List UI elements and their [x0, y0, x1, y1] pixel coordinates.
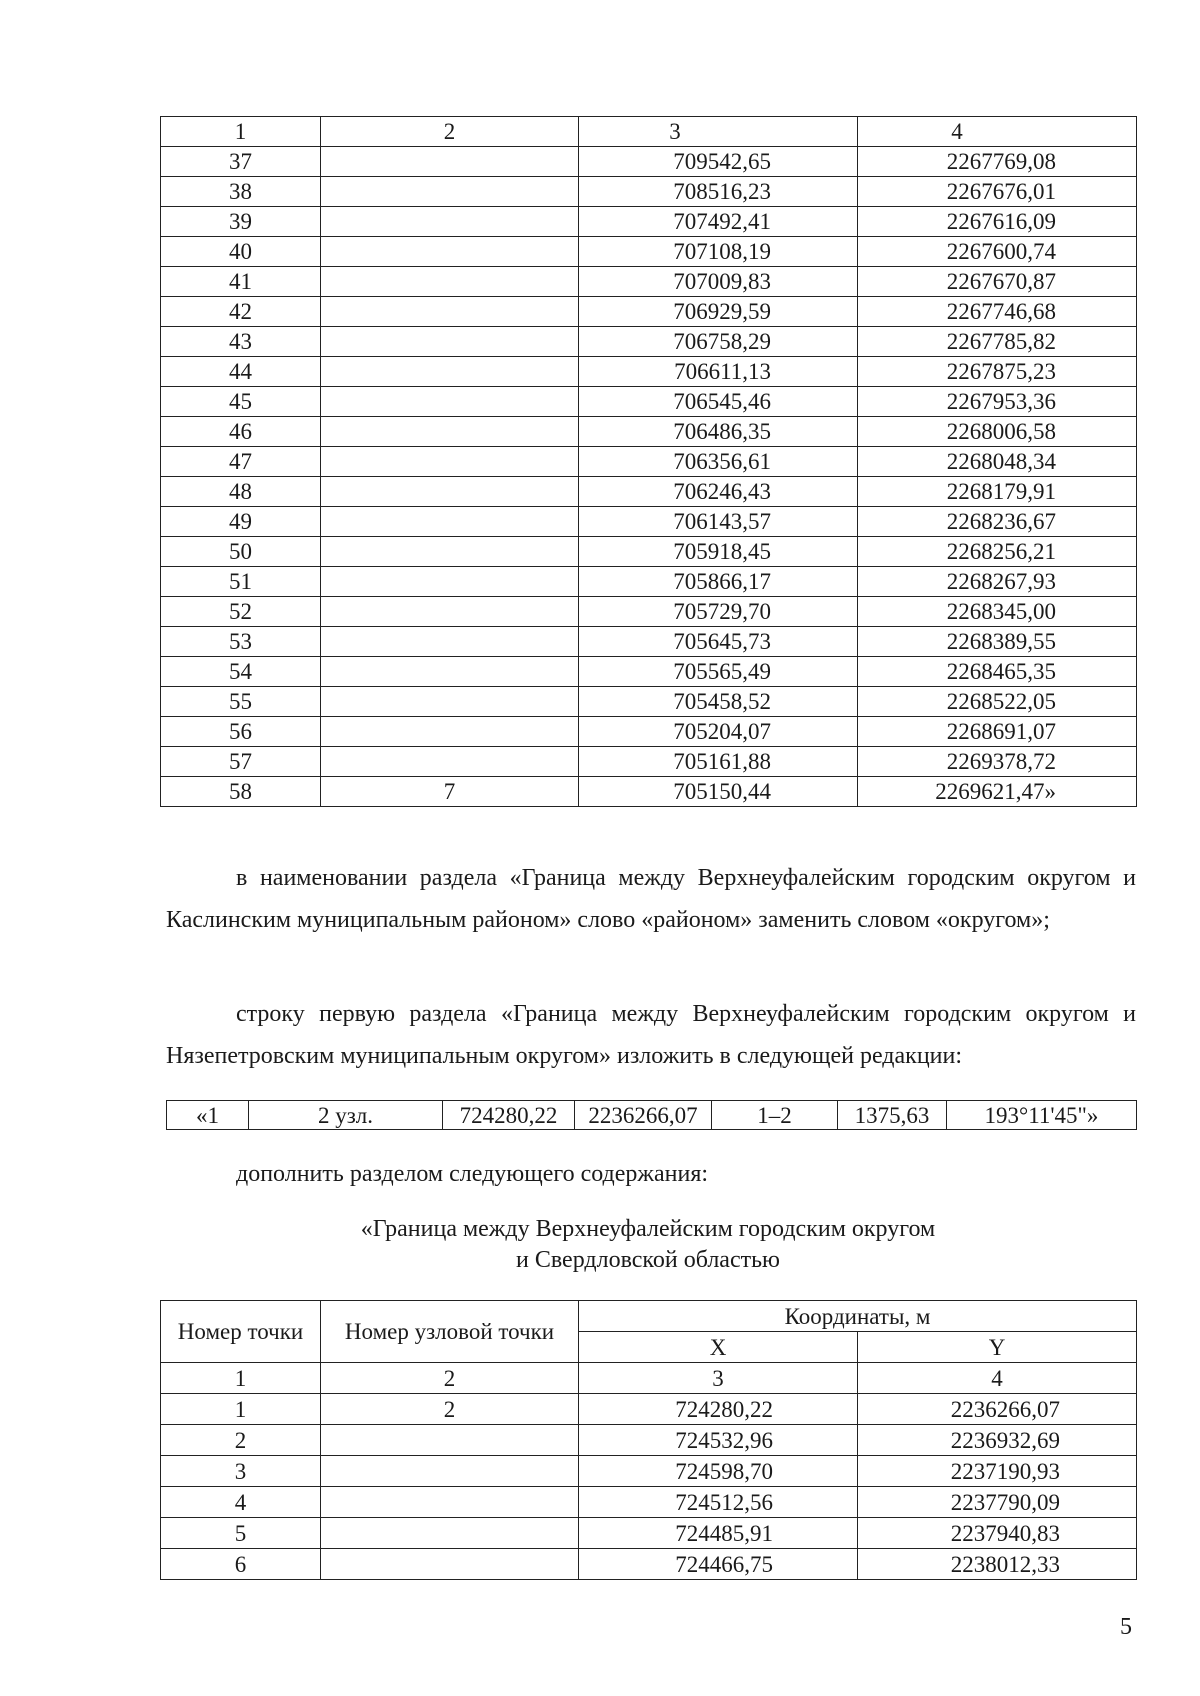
node-point-cell [321, 387, 579, 417]
amendment-paragraph-1 [166, 857, 1136, 941]
y-coordinate-cell: 2267785,82 [858, 327, 1137, 357]
point-number-cell: 52 [161, 597, 321, 627]
table-row [161, 177, 1137, 207]
table-row [161, 267, 1137, 297]
header-node-point-number: Номер узловой точки [321, 1301, 579, 1363]
x-coordinate-cell: 706246,43 [579, 477, 858, 507]
section-title [160, 1214, 1136, 1276]
x-coordinate-cell: 705458,52 [579, 687, 858, 717]
table-row [161, 717, 1137, 747]
table-row [161, 357, 1137, 387]
node-point-cell [321, 597, 579, 627]
point-number-cell: 3 [161, 1456, 321, 1487]
node-point-cell [321, 567, 579, 597]
table-row [161, 1425, 1137, 1456]
y-coordinate-cell: 2237940,83 [858, 1518, 1137, 1549]
table-row [161, 447, 1137, 477]
page-number: 5 [1120, 1614, 1132, 1640]
y-cell: 2236266,07 [575, 1101, 712, 1130]
y-coordinate-cell: 2268345,00 [858, 597, 1137, 627]
y-coordinate-cell: 2267875,23 [858, 357, 1137, 387]
node-point-cell [321, 1518, 579, 1549]
x-coordinate-cell: 724532,96 [579, 1425, 858, 1456]
x-coordinate-cell: 705150,44 [579, 777, 858, 807]
column-number-cell: 4 [858, 1363, 1137, 1394]
table-row [161, 207, 1137, 237]
table-row [161, 477, 1137, 507]
replacement-row [167, 1101, 1137, 1130]
column-number-cell: 1 [161, 1363, 321, 1394]
x-coordinate-cell: 705161,88 [579, 747, 858, 777]
column-number-cell: 1 [161, 117, 321, 147]
y-coordinate-cell: 2267746,68 [858, 297, 1137, 327]
column-number-cell: 4 [858, 117, 1137, 147]
column-number-row [161, 1363, 1137, 1394]
node-point-cell [321, 297, 579, 327]
y-coordinate-cell: 2268389,55 [858, 627, 1137, 657]
node-point-cell [321, 207, 579, 237]
x-coordinate-cell: 708516,23 [579, 177, 858, 207]
column-number-cell: 2 [321, 1363, 579, 1394]
replacement-row-table [166, 1100, 1137, 1130]
node-point-cell [321, 1487, 579, 1518]
node-point-cell [321, 267, 579, 297]
node-point-cell [321, 1549, 579, 1580]
x-coordinate-cell: 707492,41 [579, 207, 858, 237]
sverdlovsk-boundary-table [160, 1300, 1137, 1580]
point-number-cell: 39 [161, 207, 321, 237]
x-coordinate-cell: 724485,91 [579, 1518, 858, 1549]
point-number-cell: 58 [161, 777, 321, 807]
y-coordinate-cell: 2268006,58 [858, 417, 1137, 447]
node-point-cell [321, 477, 579, 507]
column-number-row [161, 117, 1137, 147]
node-point-cell [321, 357, 579, 387]
node-point-cell [321, 177, 579, 207]
x-coordinate-cell: 706486,35 [579, 417, 858, 447]
y-coordinate-cell: 2269378,72 [858, 747, 1137, 777]
y-coordinate-cell: 2269621,47» [858, 777, 1137, 807]
node-point-cell [321, 657, 579, 687]
header-y: Y [858, 1332, 1137, 1363]
point-number-cell: 56 [161, 717, 321, 747]
column-number-cell: 3 [579, 117, 858, 147]
section-title-line-2: и Свердловской областью [516, 1247, 780, 1273]
table-row [161, 1549, 1137, 1580]
point-number-cell: 50 [161, 537, 321, 567]
node-point-cell [321, 327, 579, 357]
x-coordinate-cell: 724512,56 [579, 1487, 858, 1518]
section-title-line-1: «Граница между Верхнеуфалейским городским округом [360, 1216, 936, 1242]
amendment-text-2: строку первую раздела «Граница между Верхнеуфалейским городским округом и Нязепетровским муниципальным округом» изложить в следующей редакции: [166, 1001, 1136, 1069]
header-point-number: Номер точки [161, 1301, 321, 1363]
segment-cell: 1–2 [712, 1101, 838, 1130]
point-number-cell: 48 [161, 477, 321, 507]
point-number-cell: 53 [161, 627, 321, 657]
table-row [161, 1487, 1137, 1518]
node-point-cell: 7 [321, 777, 579, 807]
y-coordinate-cell: 2268267,93 [858, 567, 1137, 597]
y-coordinate-cell: 2236266,07 [858, 1394, 1137, 1425]
node-point-cell [321, 627, 579, 657]
y-coordinate-cell: 2236932,69 [858, 1425, 1137, 1456]
y-coordinate-cell: 2268048,34 [858, 447, 1137, 477]
point-number-cell: 57 [161, 747, 321, 777]
table-row [161, 537, 1137, 567]
header-coordinates: Координаты, м [579, 1301, 1137, 1332]
node-point-cell [321, 687, 579, 717]
y-coordinate-cell: 2268691,07 [858, 717, 1137, 747]
y-coordinate-cell: 2267616,09 [858, 207, 1137, 237]
x-coordinate-cell: 724598,70 [579, 1456, 858, 1487]
point-number-cell: 49 [161, 507, 321, 537]
x-coordinate-cell: 706611,13 [579, 357, 858, 387]
y-coordinate-cell: 2267953,36 [858, 387, 1137, 417]
point-number-cell: 43 [161, 327, 321, 357]
table-row [161, 687, 1137, 717]
table-row [161, 147, 1137, 177]
node-point-cell [321, 747, 579, 777]
point-cell: «1 [167, 1101, 249, 1130]
table-row [161, 1518, 1137, 1549]
x-coordinate-cell: 705729,70 [579, 597, 858, 627]
bearing-cell: 193°11'45"» [947, 1101, 1137, 1130]
table-row [161, 777, 1137, 807]
table-row [161, 1394, 1137, 1425]
amendment-paragraph-3: дополнить разделом следующего содержания: [236, 1161, 709, 1187]
table-row [161, 657, 1137, 687]
table-row [161, 597, 1137, 627]
table-row [161, 747, 1137, 777]
x-coordinate-cell: 706758,29 [579, 327, 858, 357]
y-coordinate-cell: 2267600,74 [858, 237, 1137, 267]
point-number-cell: 46 [161, 417, 321, 447]
x-coordinate-cell: 705645,73 [579, 627, 858, 657]
node-cell: 2 узл. [249, 1101, 443, 1130]
node-point-cell [321, 1456, 579, 1487]
amendment-paragraph-2 [166, 993, 1136, 1077]
node-point-cell [321, 447, 579, 477]
node-point-cell [321, 717, 579, 747]
y-coordinate-cell: 2237190,93 [858, 1456, 1137, 1487]
point-number-cell: 37 [161, 147, 321, 177]
table-row [161, 327, 1137, 357]
point-number-cell: 42 [161, 297, 321, 327]
table-row [161, 417, 1137, 447]
x-coordinate-cell: 706143,57 [579, 507, 858, 537]
x-coordinate-cell: 706929,59 [579, 297, 858, 327]
point-number-cell: 2 [161, 1425, 321, 1456]
point-number-cell: 41 [161, 267, 321, 297]
point-number-cell: 55 [161, 687, 321, 717]
x-coordinate-cell: 705918,45 [579, 537, 858, 567]
x-coordinate-cell: 706356,61 [579, 447, 858, 477]
x-coordinate-cell: 705204,07 [579, 717, 858, 747]
x-coordinate-cell: 724280,22 [579, 1394, 858, 1425]
point-number-cell: 4 [161, 1487, 321, 1518]
y-coordinate-cell: 2238012,33 [858, 1549, 1137, 1580]
y-coordinate-cell: 2268465,35 [858, 657, 1137, 687]
amendment-text-1: в наименовании раздела «Граница между Верхнеуфалейским городским округом и Каслинским муниципальным районом» слово «районом» заменить словом «округом»; [166, 865, 1136, 933]
table-row [161, 507, 1137, 537]
point-number-cell: 47 [161, 447, 321, 477]
table-row [161, 237, 1137, 267]
column-number-cell: 2 [321, 117, 579, 147]
node-point-cell [321, 147, 579, 177]
x-cell: 724280,22 [443, 1101, 575, 1130]
y-coordinate-cell: 2268256,21 [858, 537, 1137, 567]
x-coordinate-cell: 707009,83 [579, 267, 858, 297]
node-point-cell [321, 537, 579, 567]
table-row [161, 297, 1137, 327]
x-coordinate-cell: 709542,65 [579, 147, 858, 177]
header-x: X [579, 1332, 858, 1363]
y-coordinate-cell: 2267670,87 [858, 267, 1137, 297]
point-number-cell: 44 [161, 357, 321, 387]
table-row [161, 1456, 1137, 1487]
point-number-cell: 1 [161, 1394, 321, 1425]
point-number-cell: 51 [161, 567, 321, 597]
y-coordinate-cell: 2267769,08 [858, 147, 1137, 177]
y-coordinate-cell: 2268522,05 [858, 687, 1137, 717]
node-point-cell [321, 507, 579, 537]
point-number-cell: 6 [161, 1549, 321, 1580]
x-coordinate-cell: 706545,46 [579, 387, 858, 417]
x-coordinate-cell: 705866,17 [579, 567, 858, 597]
coordinates-table-continued [160, 116, 1137, 807]
point-number-cell: 45 [161, 387, 321, 417]
point-number-cell: 5 [161, 1518, 321, 1549]
length-cell: 1375,63 [838, 1101, 947, 1130]
node-point-cell [321, 417, 579, 447]
x-coordinate-cell: 707108,19 [579, 237, 858, 267]
point-number-cell: 40 [161, 237, 321, 267]
point-number-cell: 54 [161, 657, 321, 687]
column-number-cell: 3 [579, 1363, 858, 1394]
table-row [161, 567, 1137, 597]
table-row [161, 387, 1137, 417]
y-coordinate-cell: 2268179,91 [858, 477, 1137, 507]
point-number-cell: 38 [161, 177, 321, 207]
x-coordinate-cell: 705565,49 [579, 657, 858, 687]
y-coordinate-cell: 2268236,67 [858, 507, 1137, 537]
y-coordinate-cell: 2237790,09 [858, 1487, 1137, 1518]
node-point-cell [321, 1425, 579, 1456]
node-point-cell [321, 237, 579, 267]
table-row [161, 627, 1137, 657]
node-point-cell: 2 [321, 1394, 579, 1425]
x-coordinate-cell: 724466,75 [579, 1549, 858, 1580]
y-coordinate-cell: 2267676,01 [858, 177, 1137, 207]
